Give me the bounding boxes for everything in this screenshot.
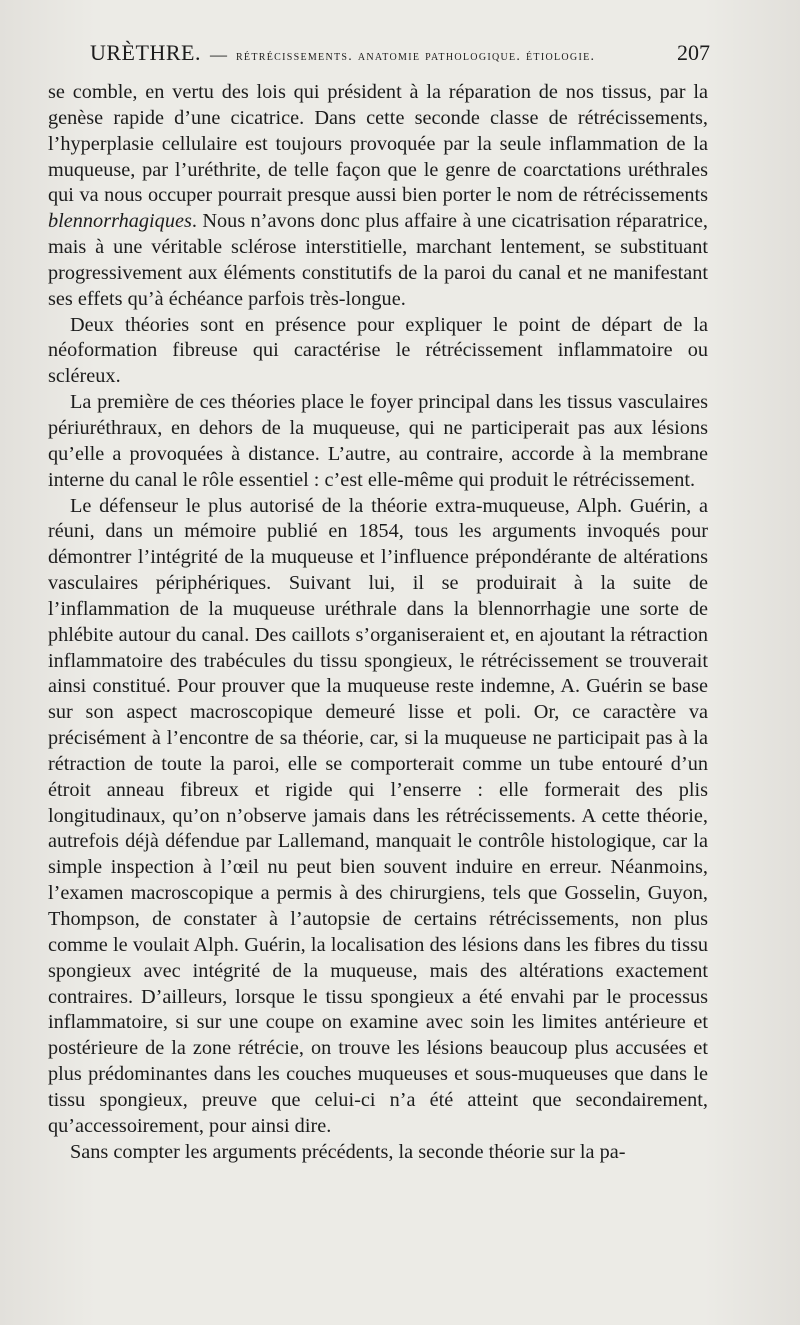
paragraph-text: se comble, en vertu des lois qui président à la réparation de nos tissus, par la genèse rapide d’une cicatrice. Dans cette seconde classe de rétrécissements, l’hyperplasie cellulaire est toujours provoquée par la seule inflammation de la muqueuse, par l’uréthrite, de telle façon que le genre de coarctations uréthrales qui va nous occuper pourrait presque aussi bien porter le nom de rétrécissements (48, 81, 708, 207)
paragraph-second-theory: Sans compter les arguments précédents, la seconde théorie sur la pa- (70, 1140, 626, 1163)
header-title: URÈTHRE. (90, 40, 201, 65)
paragraph-first-theory: La première de ces théories place le foyer principal dans les tissus vasculaires périuréthraux, en dehors de la muqueuse, qui ne participerait pas aux lésions qu’elle a provoquées à distance. L’autre, au contraire, accorde à la membrane interne du canal le rôle essentiel : c’est elle-même qui produit le rétrécissement. (48, 391, 708, 491)
paragraph-continuation (48, 80, 708, 313)
italic-term: blennorrhagiques (48, 210, 192, 233)
header-separator: — (209, 45, 227, 64)
paragraph-text: . Nous n’avons donc plus affaire à une cicatrisation réparatrice, mais à une véritable sclérose interstitielle, marchant lentement, se substituant progressivement aux éléments constitutifs de la paroi du canal et ne manifestant ses effets qu’à échéance parfois très-longue. (48, 210, 708, 310)
paragraph-two-theories: Deux théories sont en présence pour expliquer le point de départ de la néoformation fibreuse qui caractérise le rétrécissement inflammatoire ou scléreux. (48, 313, 708, 388)
page-number: 207 (677, 40, 710, 65)
paragraph-guerin: Le défenseur le plus autorisé de la théorie extra-muqueuse, Alph. Guérin, a réuni, dans un mémoire publié en 1854, tous les arguments invoqués pour démontrer l’intégrité de la muqueuse et l’influence prépondérante de altérations vasculaires périphériques. Suivant lui, il se produirait à la suite de l’inflammation de la muqueuse uréthrale dans la blennorrhagie une sorte de phlébite autour du canal. Des caillots s’organiseraient et, en ajoutant la rétraction inflammatoire des trabécules du tissu spongieux, le rétrécissement se trouverait ainsi constitué. Pour prouver que la muqueuse reste indemne, A. Guérin se base sur son aspect macroscopique demeuré lisse et poli. Or, ce caractère va précisément à l’encontre de sa théorie, car, si la muqueuse ne participait pas à la rétraction de toute la paroi, elle se comporterait comme un tube entouré d’un étroit anneau fibreux et rigide qui l’enserre : elle formerait des plis longitudinaux, qu’on n’observe jamais dans les rétrécissements. A cette théorie, autrefois déjà défendue par Lallemand, manquait le contrôle histologique, car la simple inspection à l’œil nu peut bien souvent induire en erreur. Néanmoins, l’examen macroscopique a permis à des chirurgiens, tels que Gosselin, Guyon, Thompson, de constater à l’autopsie de certains rétrécissements, non plus comme le voulait Alph. Guérin, la localisation des lésions dans les fibres du tissu spongieux avec intégrité de la muqueuse, mais des altérations exactement contraires. D’ailleurs, lorsque le tissu spongieux a été envahi par le processus inflammatoire, si sur une coupe on examine avec soin les limites antérieure et postérieure de la zone rétrécie, on trouve les lésions beaucoup plus accusées et plus prédominantes dans les couches muqueuses et sous-muqueuses que dans le tissu spongieux, preuve que celui-ci n’a été atteint que secondairement, qu’accessoirement, pour ainsi dire. (48, 494, 708, 1137)
header-subtitle: rétrécissements. anatomie pathologique. étiologie. (235, 49, 596, 64)
body-text (48, 80, 708, 1165)
running-header (90, 40, 710, 74)
